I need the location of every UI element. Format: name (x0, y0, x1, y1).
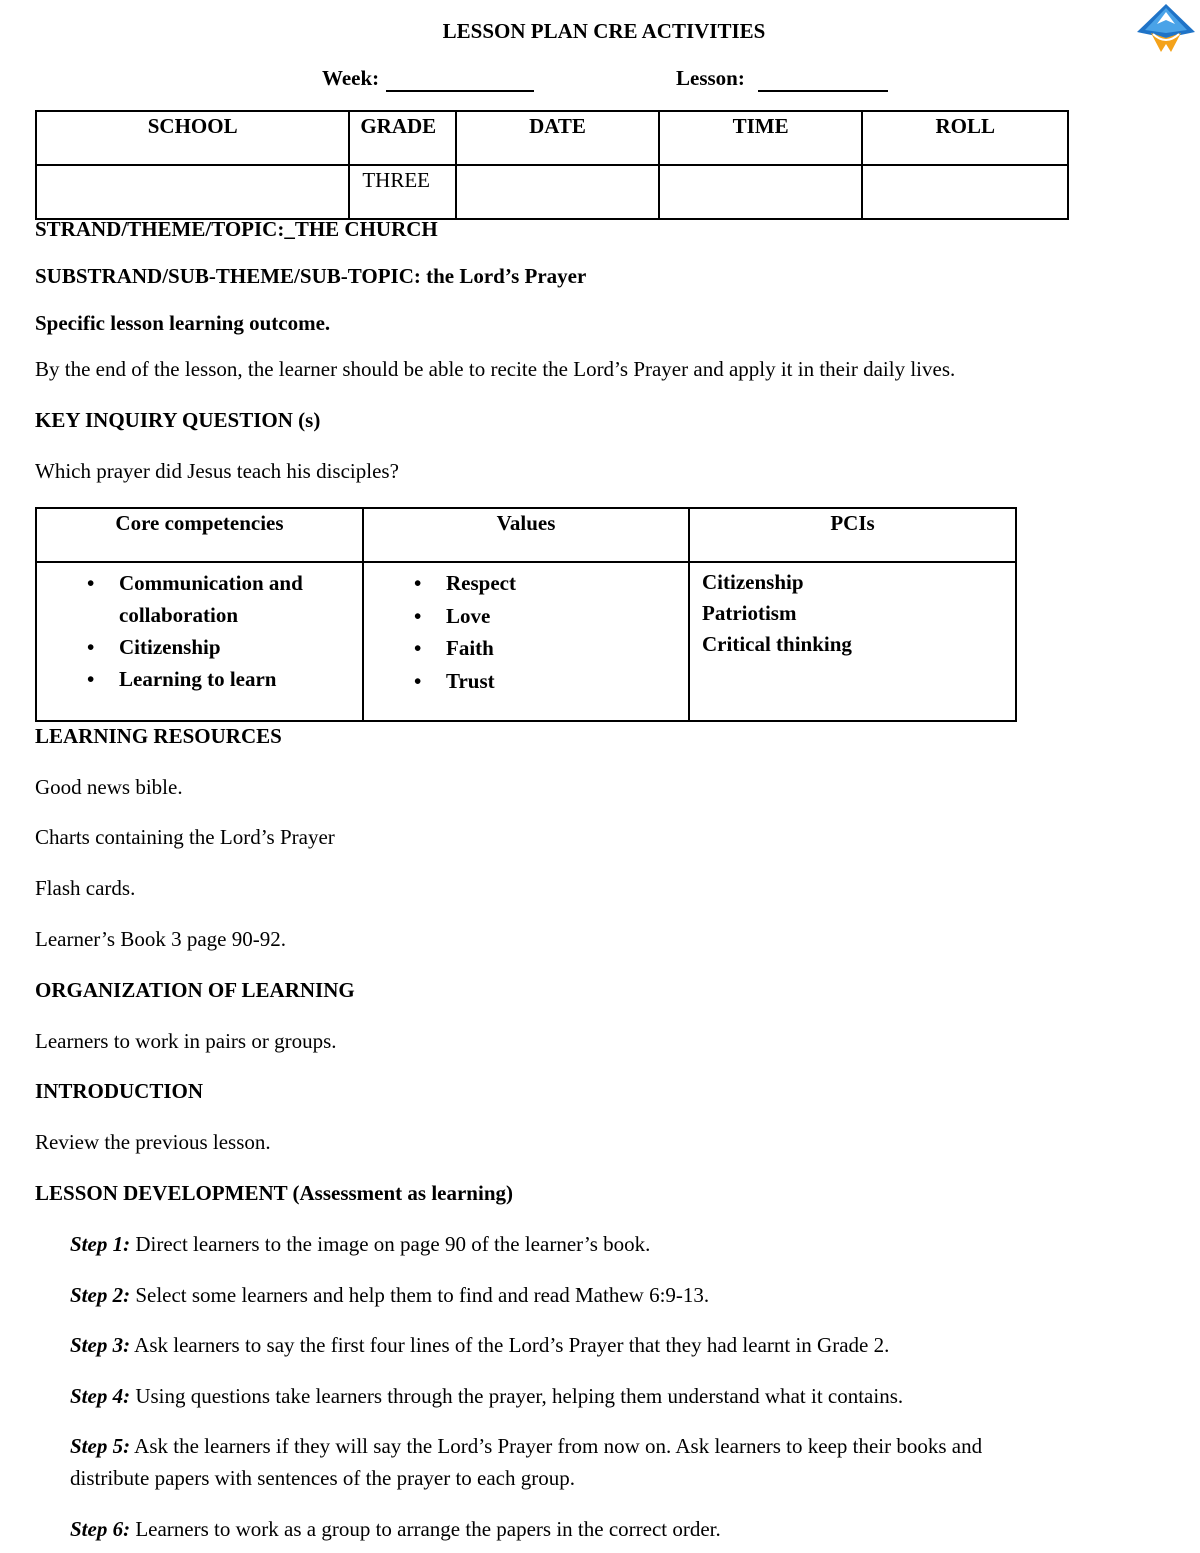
step-5-continuation: distribute papers with sentences of the prayer to each group. (70, 1466, 575, 1490)
resources-heading: LEARNING RESOURCES (35, 724, 282, 748)
step-label: Step 5: (70, 1434, 131, 1458)
grade-header: GRADE (349, 111, 456, 165)
lesson-info-table (35, 110, 1069, 220)
step-text: Select some learners and help them to find and read Mathew 6:9-13. (130, 1283, 710, 1307)
grade-cell: THREE (349, 165, 456, 219)
resource-item: Charts containing the Lord’s Prayer (35, 825, 335, 849)
step-6 (70, 1517, 721, 1542)
list-item: • Learning to learn (119, 663, 362, 695)
step-text: Learners to work as a group to arrange the papers in the correct order. (130, 1517, 721, 1541)
organization-heading: ORGANIZATION OF LEARNING (35, 978, 355, 1002)
list-item-text: collaboration (119, 603, 238, 627)
resource-item: Good news bible. (35, 775, 183, 799)
table-header-row (36, 508, 1016, 562)
step-5 (70, 1434, 982, 1459)
core-competencies-cell (36, 562, 363, 721)
pcis-cell (689, 562, 1016, 721)
step-text: Ask the learners if they will say the Lord’s Prayer from now on. Ask learners to keep their books and (130, 1434, 983, 1458)
page-title: LESSON PLAN CRE ACTIVITIES (442, 19, 766, 43)
kiq-text: Which prayer did Jesus teach his disciples? (35, 459, 399, 483)
pci-item: Citizenship (702, 570, 804, 594)
values-list (364, 567, 688, 697)
list-item-text: Communication and (119, 571, 303, 595)
list-item: • Trust (446, 665, 688, 698)
values-header: Values (363, 508, 689, 562)
step-label: Step 2: (70, 1283, 131, 1307)
competencies-table (35, 507, 1017, 722)
development-heading: LESSON DEVELOPMENT (Assessment as learning) (35, 1181, 513, 1205)
table-row (36, 165, 1068, 219)
resource-item: Learner’s Book 3 page 90-92. (35, 927, 286, 951)
values-cell (363, 562, 689, 721)
school-header: SCHOOL (36, 111, 349, 165)
resource-item: Flash cards. (35, 876, 136, 900)
list-item: • Faith (446, 632, 688, 665)
time-header: TIME (659, 111, 863, 165)
pcis-header: PCIs (689, 508, 1016, 562)
week-blank-line (386, 90, 534, 92)
roll-cell (862, 165, 1068, 219)
introduction-text: Review the previous lesson. (35, 1130, 271, 1154)
table-row (36, 562, 1016, 721)
step-2 (70, 1283, 709, 1308)
core-competencies-list (37, 567, 362, 695)
outcome-text: By the end of the lesson, the learner should be able to recite the Lord’s Prayer and apply it in their daily lives. (35, 357, 956, 381)
lesson-blank-line (758, 90, 888, 92)
date-cell (456, 165, 659, 219)
kiq-heading: KEY INQUIRY QUESTION (s) (35, 408, 321, 432)
substrand-heading: SUBSTRAND/SUB-THEME/SUB-TOPIC: the Lord’s Prayer (35, 264, 587, 288)
date-header: DATE (456, 111, 659, 165)
step-label: Step 1: (70, 1232, 131, 1256)
step-3 (70, 1333, 889, 1358)
list-item: • Respect (446, 567, 688, 600)
step-text: Ask learners to say the first four lines of the Lord’s Prayer that they had learnt in Grade 2. (130, 1333, 890, 1357)
step-label: Step 4: (70, 1384, 131, 1408)
pci-item: Patriotism (702, 601, 797, 625)
roll-header: ROLL (862, 111, 1068, 165)
list-item: • Citizenship (119, 631, 362, 663)
core-competencies-header: Core competencies (36, 508, 363, 562)
list-item (119, 567, 362, 631)
lesson-label: Lesson: (676, 66, 745, 90)
step-1 (70, 1232, 650, 1257)
step-label: Step 3: (70, 1333, 131, 1357)
time-cell (659, 165, 863, 219)
table-header-row (36, 111, 1068, 165)
week-label: Week: (322, 66, 380, 90)
list-item: • Love (446, 600, 688, 633)
step-label: Step 6: (70, 1517, 131, 1541)
introduction-heading: INTRODUCTION (35, 1079, 204, 1103)
organization-text: Learners to work in pairs or groups. (35, 1029, 337, 1053)
step-text: Using questions take learners through the prayer, helping them understand what it contains. (130, 1384, 904, 1408)
strand-heading: STRAND/THEME/TOPIC:_THE CHURCH (35, 217, 438, 241)
outcome-heading: Specific lesson learning outcome. (35, 311, 331, 335)
pci-item: Critical thinking (702, 632, 852, 656)
step-text: Direct learners to the image on page 90 of the learner’s book. (130, 1232, 651, 1256)
school-cell (36, 165, 349, 219)
step-4 (70, 1384, 903, 1409)
